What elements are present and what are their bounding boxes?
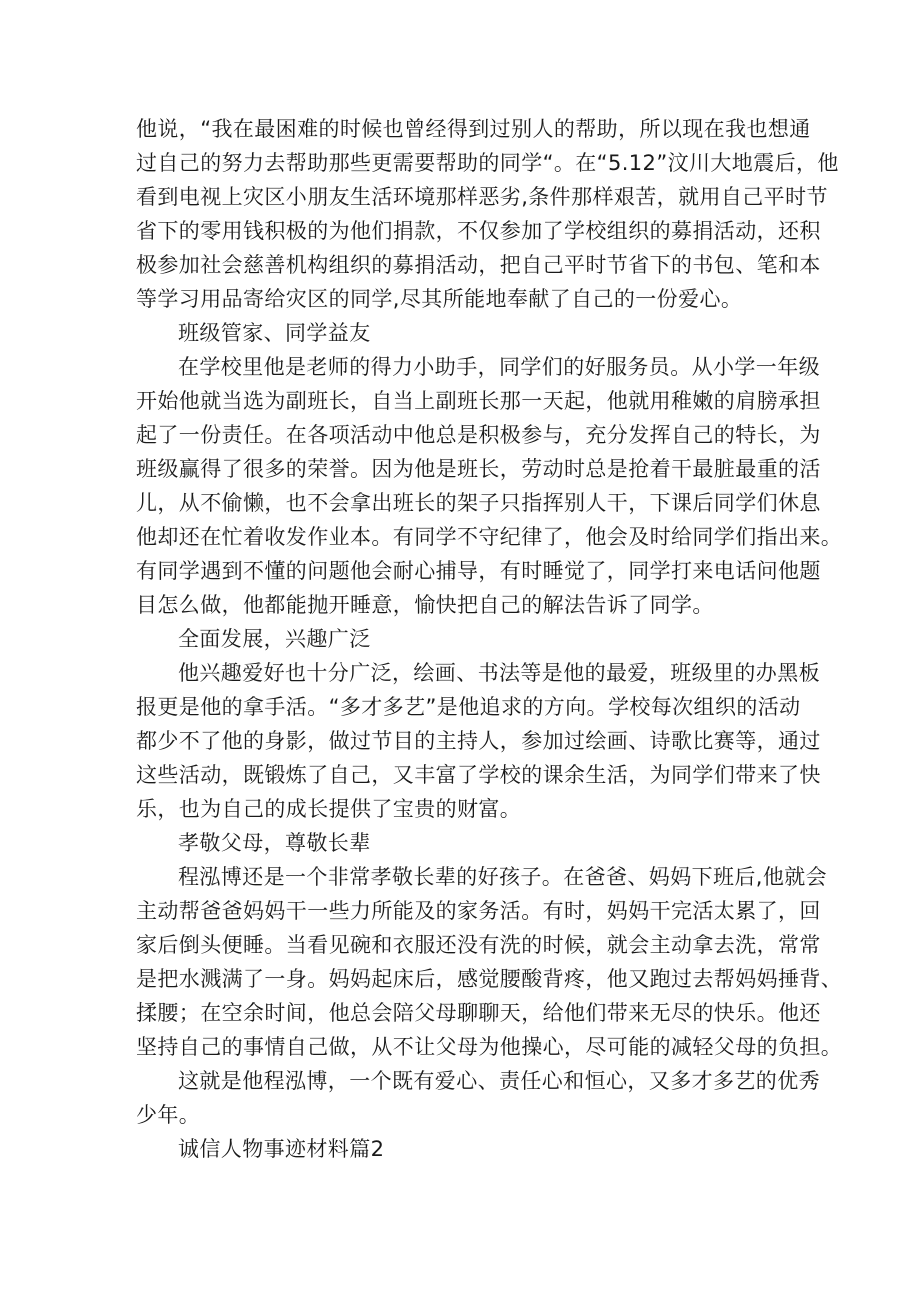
text-line: 报更是他的拿手活。“多才多艺”是他追求的方向。学校每次组织的活动 [136,695,801,719]
text-line: 少年。 [136,1103,201,1127]
text-line: 等学习用品寄给灾区的同学,尽其所能地奉献了自己的一份爱心。 [136,287,743,311]
section-heading [136,622,796,656]
section-heading [136,826,796,860]
section-heading-text: 诚信人物事迹材料篇2 [178,1137,385,1161]
section-heading-text: 班级管家、同学益友 [178,321,371,345]
section-heading [136,316,796,350]
text-line: 他却还在忙着收发作业本。有同学不守纪律了，他会及时给同学们指出来。 [136,525,843,549]
section-heading-text: 孝敬父母，尊敬长辈 [178,831,371,855]
text-line: 揉腰；在空余时间，他总会陪父母聊聊天，给他们带来无尽的快乐。他还 [136,1001,821,1025]
text-line: 班级赢得了很多的荣誉。因为他是班长，劳动时总是抢着干最脏最重的活 [136,457,821,481]
text-line: 起了一份责任。在各项活动中他总是积极参与，充分发挥自己的特长，为 [136,423,821,447]
section-heading [136,1132,796,1166]
text-line: 儿，从不偷懒，也不会拿出班长的架子只指挥别人干，下课后同学们休息 [136,491,821,515]
text-line: 这就是他程泓博，一个既有爱心、责任心和恒心，又多才多艺的优秀 [178,1069,820,1093]
text-line: 他说，“我在最困难的时候也曾经得到过别人的帮助，所以现在我也想通 [136,117,811,141]
text-line: 都少不了他的身影，做过节目的主持人，参加过绘画、诗歌比赛等，通过 [136,729,821,753]
text-line: 是把水溅满了一身。妈妈起床后，感觉腰酸背疼，他又跑过去帮妈妈捶背、 [136,967,843,991]
text-line: 程泓博还是一个非常孝敬长辈的好孩子。在爸爸、妈妈下班后,他就会 [178,865,828,889]
paragraph [136,1064,820,1132]
document-body [136,112,843,1166]
text-line: 家后倒头便睡。当看见碗和衣服还没有洗的时候，就会主动拿去洗，常常 [136,933,821,957]
text-line: 在学校里他是老师的得力小助手，同学们的好服务员。从小学一年级 [178,355,820,379]
text-line: 这些活动，既锻炼了自己，又丰富了学校的课余生活，为同学们带来了快 [136,763,821,787]
text-line: 乐，也为自己的成长提供了宝贵的财富。 [136,797,522,821]
text-line: 省下的零用钱积极的为他们捐款，不仅参加了学校组织的募捐活动，还积 [136,219,821,243]
text-line: 开始他就当选为副班长，自当上副班长那一天起，他就用稚嫩的肩膀承担 [136,389,821,413]
paragraph [136,656,821,826]
paragraph [136,350,843,622]
text-line: 目怎么做，他都能抛开睡意，愉快把自己的解法告诉了同学。 [136,593,714,617]
text-line: 极参加社会慈善机构组织的募捐活动，把自己平时节省下的书包、笔和本 [136,253,821,277]
text-line: 有同学遇到不懂的问题他会耐心捕导，有时睡觉了，同学打来电话问他题 [136,559,821,583]
text-line: 坚持自己的事情自己做，从不让父母为他操心，尽可能的减轻父母的负担。 [136,1035,843,1059]
text-line: 看到电视上灾区小朋友生活环境那样恶劣,条件那样艰苦，就用自己平时节 [136,185,828,209]
text-line: 过自己的努力去帮助那些更需要帮助的同学“。在“5.12”汶川大地震后，他 [136,151,839,175]
section-heading-text: 全面发展，兴趣广泛 [178,627,371,651]
text-line: 主动帮爸爸妈妈干一些力所能及的家务活。有时，妈妈干完活太累了，回 [136,899,821,923]
paragraph [136,112,839,316]
text-line: 他兴趣爱好也十分广泛，绘画、书法等是他的最爱，班级里的办黑板 [178,661,820,685]
paragraph [136,860,843,1064]
